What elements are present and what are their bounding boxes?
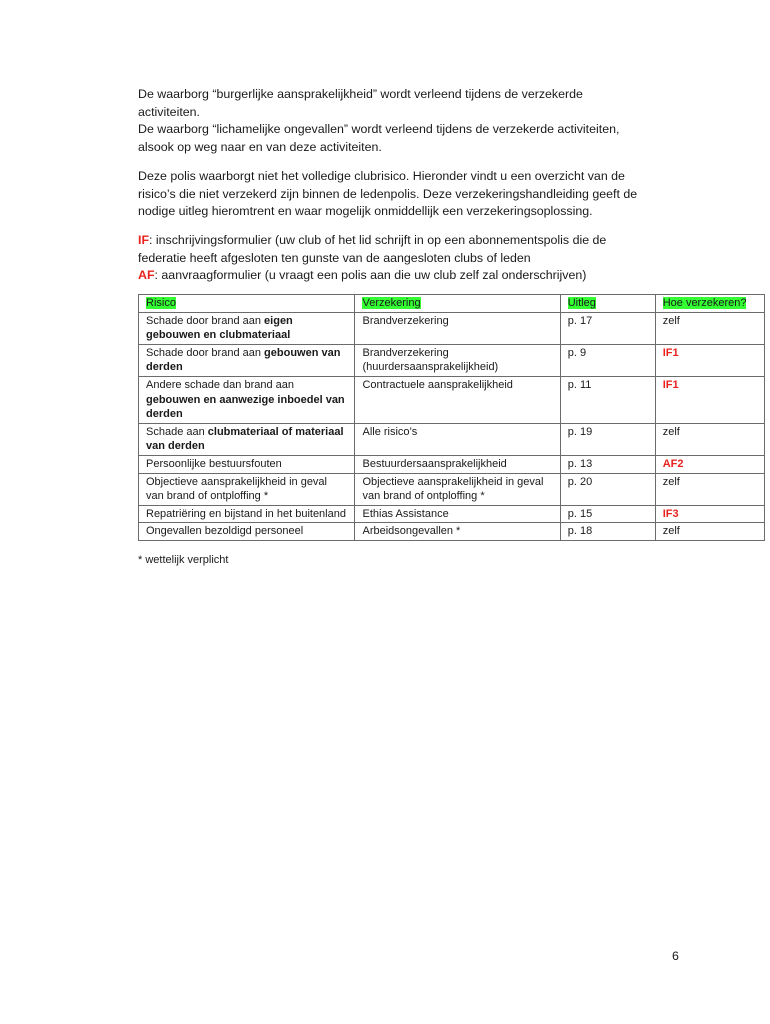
page-number: 6 xyxy=(672,949,679,963)
footnote: * wettelijk verplicht xyxy=(138,554,229,566)
how-cell: zelf xyxy=(655,523,764,541)
how-cell: IF1 xyxy=(655,344,764,376)
af-description: : aanvraagformulier (u vraagt een polis aan die uw club zelf zal onderschrijven) xyxy=(154,268,587,283)
af-code: AF xyxy=(138,268,155,283)
polis-line: nodige uitleg hieromtrent en waar mogelijk onmiddellijk een verzekeringsoplossing. xyxy=(138,204,593,219)
if-description: : inschrijvingsformulier (uw club of het lid schrijft in op een abonnementspolis die de xyxy=(149,233,607,247)
reference-cell: p. 9 xyxy=(560,344,655,376)
intro-paragraph xyxy=(138,86,658,156)
polis-line: Deze polis waarborgt niet het volledige clubrisico. Hieronder vindt u een overzicht van de xyxy=(138,169,625,183)
header-uitleg: Uitleg xyxy=(560,295,655,313)
intro-line: activiteiten. xyxy=(138,104,200,119)
how-cell: zelf xyxy=(655,312,764,344)
table-row xyxy=(139,505,765,523)
table-row xyxy=(139,455,765,473)
risk-cell: Ongevallen bezoldigd personeel xyxy=(139,523,355,541)
risk-cell: Schade door brand aan gebouwen van derden xyxy=(139,344,355,376)
insurance-cell: Arbeidsongevallen * xyxy=(355,523,560,541)
table-row xyxy=(139,376,765,423)
intro-line: De waarborg “burgerlijke aansprakelijkheid” wordt verleend tijdens de verzekerde xyxy=(138,87,583,101)
reference-cell: p. 13 xyxy=(560,455,655,473)
reference-cell: p. 18 xyxy=(560,523,655,541)
insurance-cell: Contractuele aansprakelijkheid xyxy=(355,376,560,423)
how-cell: zelf xyxy=(655,473,764,505)
table-row xyxy=(139,344,765,376)
table-row xyxy=(139,473,765,505)
reference-cell: p. 20 xyxy=(560,473,655,505)
insurance-cell: Objectieve aansprakelijkheid in geval van brand of ontploffing * xyxy=(355,473,560,505)
table-row xyxy=(139,523,765,541)
risk-cell: Schade door brand aan eigen gebouwen en clubmateriaal xyxy=(139,312,355,344)
table-header-row xyxy=(139,295,765,313)
insurance-cell: Bestuurdersaansprakelijkheid xyxy=(355,455,560,473)
risk-cell: Andere schade dan brand aan gebouwen en aanwezige inboedel van derden xyxy=(139,376,355,423)
reference-cell: p. 19 xyxy=(560,423,655,455)
risk-cell: Repatriëring en bijstand in het buitenland xyxy=(139,505,355,523)
table-row xyxy=(139,423,765,455)
risk-table xyxy=(138,294,765,541)
insurance-cell: Ethias Assistance xyxy=(355,505,560,523)
if-code: IF xyxy=(138,233,150,247)
legend-if-line xyxy=(138,232,658,250)
how-cell: IF3 xyxy=(655,505,764,523)
intro-line: De waarborg “lichamelijke ongevallen” wordt verleend tijdens de verzekerde activiteiten, xyxy=(138,122,620,137)
header-risico: Risico xyxy=(139,295,355,313)
how-cell: AF2 xyxy=(655,455,764,473)
reference-cell: p. 15 xyxy=(560,505,655,523)
header-hoe-verzekeren: Hoe verzekeren? xyxy=(655,295,764,313)
insurance-cell: Brandverzekering (huurdersaansprakelijkheid) xyxy=(355,344,560,376)
legend-af-line xyxy=(138,267,658,285)
legend-paragraph xyxy=(138,232,658,285)
table-row xyxy=(139,312,765,344)
intro-line: alsook op weg naar en van deze activiteiten. xyxy=(138,139,382,154)
header-verzekering: Verzekering xyxy=(355,295,560,313)
reference-cell: p. 17 xyxy=(560,312,655,344)
polis-paragraph xyxy=(138,168,658,221)
polis-line: risico’s die niet verzekerd zijn binnen de ledenpolis. Deze verzekeringshandleiding geeft de xyxy=(138,186,638,201)
insurance-cell: Alle risico’s xyxy=(355,423,560,455)
risk-cell: Persoonlijke bestuursfouten xyxy=(139,455,355,473)
reference-cell: p. 11 xyxy=(560,376,655,423)
risk-cell: Objectieve aansprakelijkheid in geval van brand of ontploffing * xyxy=(139,473,355,505)
how-cell: IF1 xyxy=(655,376,764,423)
insurance-cell: Brandverzekering xyxy=(355,312,560,344)
legend-if-line-2: federatie heeft afgesloten ten gunste van de aangesloten clubs of leden xyxy=(138,250,531,265)
risk-cell: Schade aan clubmateriaal of materiaal van derden xyxy=(139,423,355,455)
how-cell: zelf xyxy=(655,423,764,455)
